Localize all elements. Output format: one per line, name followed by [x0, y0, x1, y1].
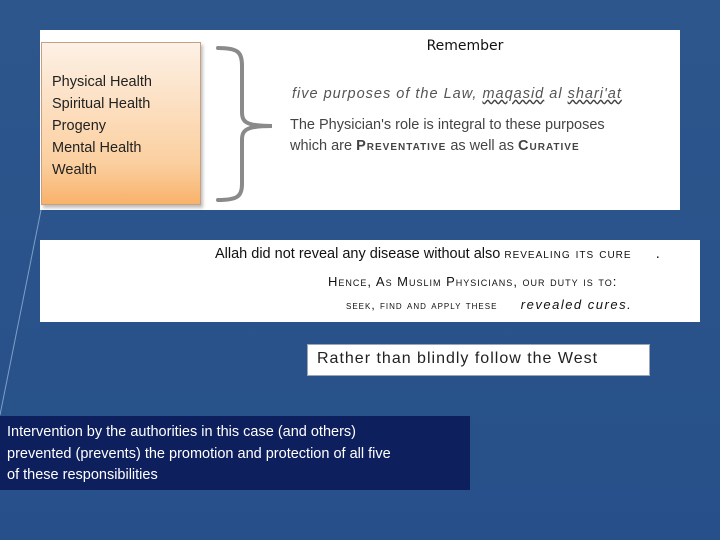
note-line: Intervention by the authorities in this case (and others) [7, 424, 356, 440]
responsibilities-list [41, 42, 201, 205]
revealed-cures: revealed cures. [520, 297, 633, 312]
list-item: Wealth [52, 162, 97, 178]
remember-title: Remember [426, 38, 504, 54]
rather-than-box: Rather than blindly follow the West [307, 344, 650, 376]
list-item: Spiritual Health [52, 96, 151, 112]
note-line: prevented (prevents) the promotion and protection of all five [7, 445, 391, 462]
purposes-heading [292, 86, 622, 102]
list-item: Progeny [52, 118, 107, 134]
physician-role-text: The Physician's role is integral to these purposes [290, 117, 605, 133]
role-line2-mid: as well as [446, 138, 519, 154]
physician-role-types [290, 138, 580, 154]
revealing-its-cure: revealing its cure [504, 246, 632, 262]
maqasid-term: maqasid [482, 86, 545, 102]
quote-line1-text: Allah did not reveal any disease without also [215, 246, 505, 262]
preventative-label: Preventative [356, 138, 447, 154]
list-item: Mental Health [52, 140, 142, 156]
duty-actions: seek, find and apply these [346, 298, 498, 312]
list-item: Physical Health [52, 74, 152, 90]
note-line: of these responsibilities [7, 467, 158, 483]
hadith-quote [215, 246, 660, 262]
duty-text [346, 297, 632, 312]
role-line2-pre: which are [290, 138, 357, 154]
curly-brace-icon [210, 44, 280, 204]
purposes-heading-text: five purposes of the Law, [292, 86, 483, 102]
curative-label: Curative [518, 138, 580, 154]
quote-period: . [655, 246, 660, 262]
shariat-term: shari'at [567, 86, 622, 102]
intervention-note [0, 416, 470, 490]
purposes-heading-mid: al [544, 86, 568, 102]
duty-heading: Hence, As Muslim Physicians, our duty is to: [328, 274, 618, 289]
